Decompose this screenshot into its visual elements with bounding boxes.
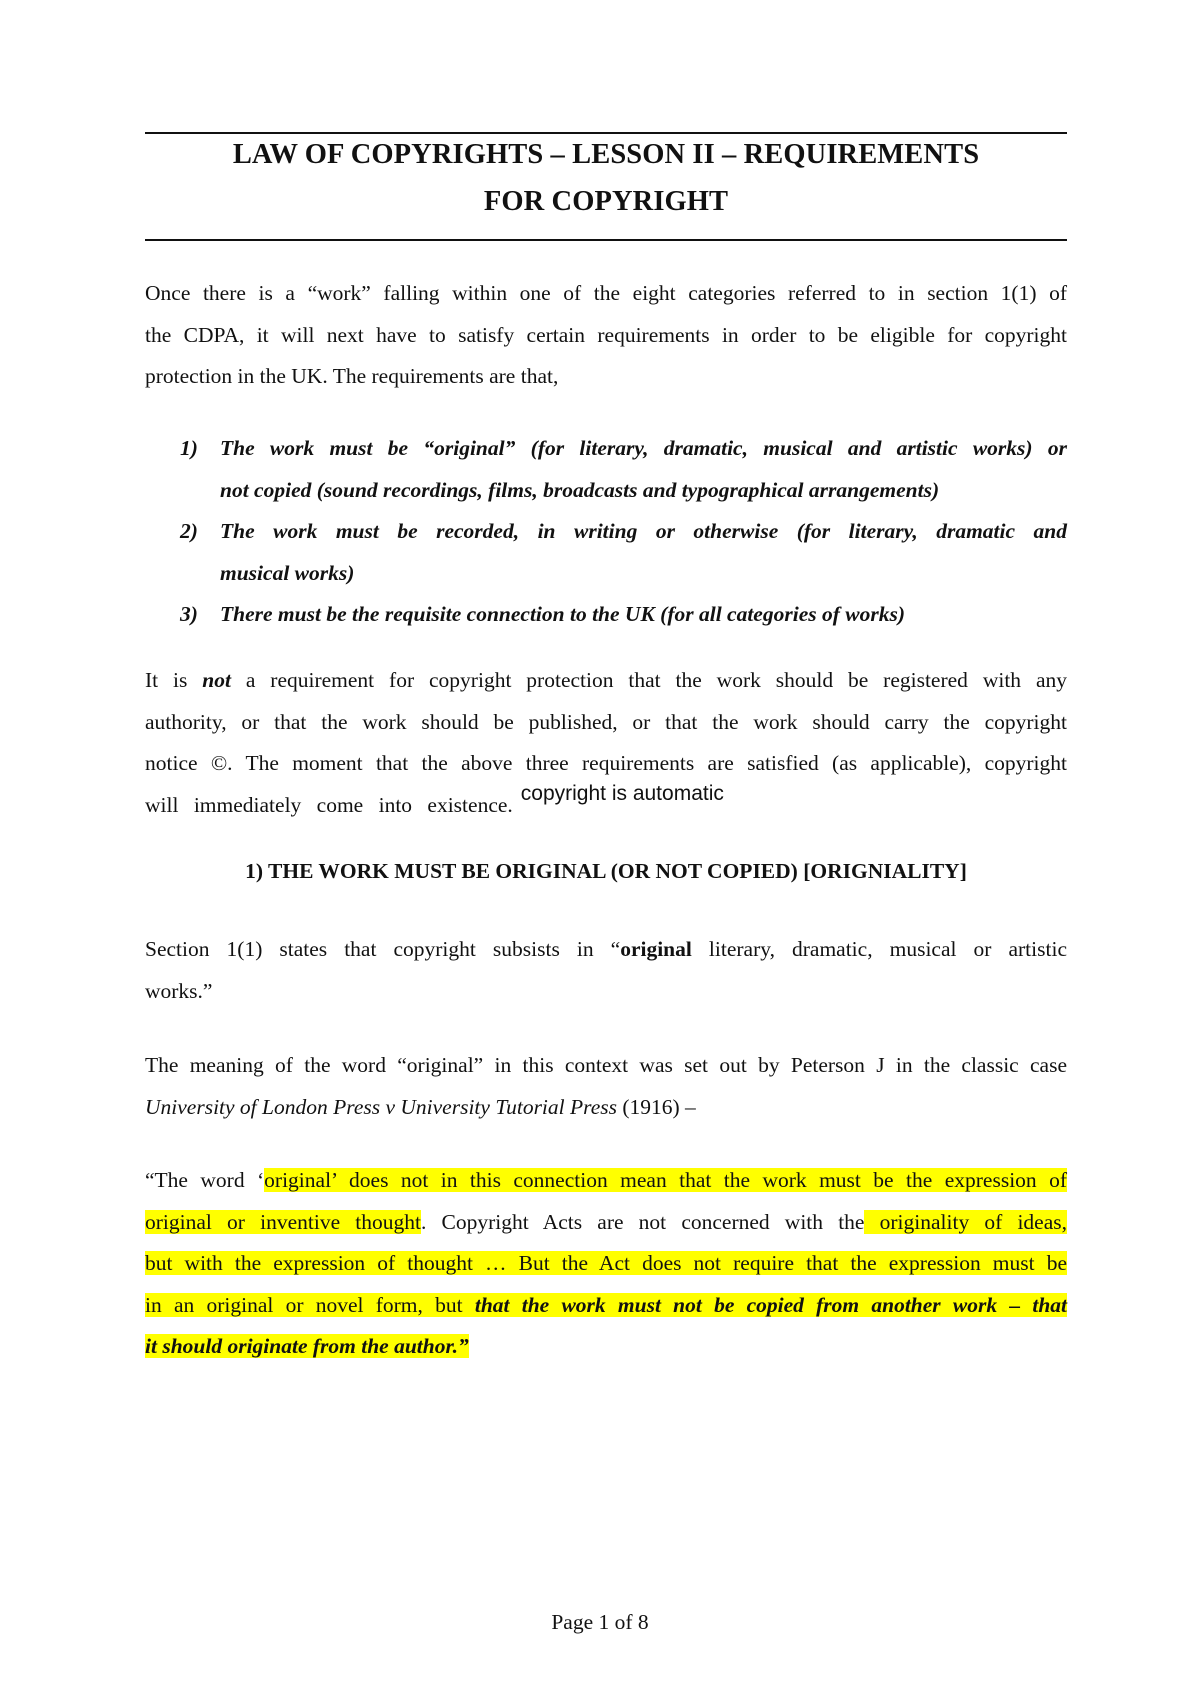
requirement-text-line: The work must be recorded, in writing or otherwise (for literary, dramatic and bbox=[220, 519, 1067, 543]
highlighted-text: original’ does not in this connection mean that the work must be the expression of bbox=[264, 1168, 1067, 1192]
quote-line-2 bbox=[145, 1202, 1067, 1244]
requirements-list bbox=[180, 428, 1067, 636]
not-required-line-1 bbox=[145, 660, 1067, 702]
quote-line-3 bbox=[145, 1243, 1067, 1285]
not-required-line-4 bbox=[145, 781, 1067, 827]
title-line-2: FOR COPYRIGHT bbox=[483, 186, 729, 217]
document-title bbox=[145, 131, 1067, 225]
requirement-item-3 bbox=[180, 594, 1067, 636]
requirement-text-line: The work must be “original” (for literary, dramatic, musical and artistic works) or bbox=[220, 436, 1067, 460]
text-run: It is bbox=[145, 668, 203, 692]
requirement-number: 3) bbox=[180, 602, 198, 626]
text-run: (1916) – bbox=[616, 1094, 696, 1119]
emphasis-original: original bbox=[620, 937, 692, 961]
highlighted-text: but with the expression of thought … But the Act does not require that the expression must be bbox=[145, 1251, 1067, 1275]
intro-paragraph bbox=[145, 273, 1067, 398]
section-text-line-2: works.” bbox=[145, 978, 213, 1003]
quote-line-5 bbox=[145, 1326, 1067, 1368]
highlighted-text: in an original or novel form, but bbox=[145, 1292, 475, 1317]
section-text-paragraph bbox=[145, 929, 1067, 1012]
text-run: “The word ‘ bbox=[145, 1168, 265, 1192]
highlighted-emphasis: that the work must not be copied from another work – that bbox=[474, 1292, 1067, 1317]
not-required-line-3: notice ©. The moment that the above three requirements are satisfied (as applicable), copyright bbox=[145, 751, 1067, 775]
handwritten-annotation: copyright is automatic bbox=[520, 781, 724, 805]
emphasis-not: not bbox=[202, 668, 231, 692]
title-bottom-rule bbox=[145, 239, 1067, 241]
meaning-paragraph bbox=[145, 1045, 1067, 1128]
highlighted-text: originality of ideas, bbox=[864, 1209, 1067, 1234]
requirement-text-line: There must be the requisite connection to the UK (for all categories of works) bbox=[220, 602, 905, 626]
highlighted-emphasis: it should originate from the author.” bbox=[145, 1334, 469, 1358]
case-citation: University of London Press v University Tutorial Press bbox=[145, 1094, 617, 1119]
requirement-text-line: musical works) bbox=[220, 560, 355, 585]
requirement-item-1 bbox=[180, 428, 1067, 511]
text-run: will immediately come into existence. bbox=[145, 792, 513, 817]
text-run: . Copyright Acts are not concerned with the bbox=[420, 1209, 865, 1234]
requirement-item-2 bbox=[180, 511, 1067, 594]
title-line-1: LAW OF COPYRIGHTS – LESSON II – REQUIREMENTS bbox=[232, 139, 980, 170]
intro-line-1: Once there is a “work” falling within one of the eight categories referred to in section 1(1) of bbox=[145, 281, 1067, 305]
requirement-text-line: not copied (sound recordings, films, broadcasts and typographical arrangements) bbox=[220, 477, 940, 502]
page-number-footer: Page 1 of 8 bbox=[551, 1610, 649, 1634]
requirement-number: 2) bbox=[180, 519, 198, 543]
intro-line-2: the CDPA, it will next have to satisfy certain requirements in order to be eligible for copyright bbox=[145, 322, 1067, 347]
meaning-line-1: The meaning of the word “original” in this context was set out by Peterson J in the classic case bbox=[145, 1053, 1067, 1077]
text-run: literary, dramatic, musical or artistic bbox=[691, 937, 1067, 961]
not-required-paragraph bbox=[145, 660, 1067, 826]
quote-paragraph bbox=[145, 1160, 1067, 1368]
text-run: a requirement for copyright protection that the work should be registered with any bbox=[230, 668, 1067, 692]
quote-line-1 bbox=[145, 1160, 1067, 1202]
intro-line-3: protection in the UK. The requirements are that, bbox=[145, 364, 559, 388]
meaning-line-2 bbox=[145, 1087, 1067, 1129]
not-required-line-2: authority, or that the work should be published, or that the work should carry the copyright bbox=[145, 709, 1067, 734]
section-heading: 1) THE WORK MUST BE ORIGINAL (OR NOT COPIED) [ORIGNIALITY] bbox=[245, 859, 967, 883]
quote-line-4 bbox=[145, 1285, 1067, 1327]
requirement-number: 1) bbox=[180, 436, 198, 460]
section-text-line-1 bbox=[145, 929, 1067, 971]
text-run: Section 1(1) states that copyright subsists in “ bbox=[145, 937, 621, 961]
highlighted-text: original or inventive thought bbox=[145, 1209, 421, 1234]
